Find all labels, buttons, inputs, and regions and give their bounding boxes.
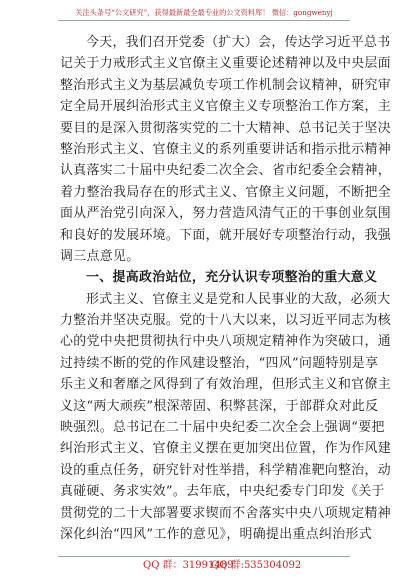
page-header (0, 8, 408, 17)
paragraph-line: 今天，我们召开党委（扩大）会，传达学习近平总书 (86, 35, 391, 50)
paragraph-line: 整治形式主义、官僚主义的系列重要讲话和指示批示精神 (60, 141, 392, 157)
paragraph-line: 调三点意见。 (60, 248, 140, 264)
paragraph-line: 过持续不断的党的作风建设整治，“四风”问题特别是享 (60, 355, 379, 371)
paragraph-line: 形式主义、官僚主义是党和人民事业的大敌，必须大 (86, 291, 391, 307)
paragraph-line: 整治形式主义为基层减负专项工作机制会议精神，研究审 (60, 77, 392, 93)
section-heading: 一、提高政治站位，充分认识专项整治的重大意义 (86, 270, 378, 286)
paragraph-line: 心的党中央把贯彻执行中央八项规定精神作为突破口，通 (60, 334, 392, 350)
paragraph-line: 真碰硬、务求实效”。去年底，中央纪委专门印发《关于 (60, 484, 385, 500)
paragraph-line: 力整治并坚决克服。党的十八大以来，以习近平同志为核 (60, 313, 392, 329)
footer-qq-group-2: QQ 群:535304092 (211, 560, 302, 571)
paragraph-line: 贯彻党的二十大部署要求锲而不舍落实中央八项规定精神 (60, 505, 392, 521)
paragraph-line: 面从严治党引向深入，努力营造风清气正的干事创业氛围 (60, 206, 392, 222)
paragraph-line: 和良好的发展环境。下面，就开展好专项整治行动，我强 (60, 227, 392, 243)
footer-divider (58, 556, 350, 557)
paragraph-line: 纠治形式主义、官僚主义摆在更加突出位置，作为作风建 (60, 441, 392, 457)
header-divider (58, 20, 350, 21)
paragraph-line: 映强烈。总书记在二十届中央纪委二次全会上强调“要把 (60, 420, 385, 436)
paragraph-line: 乐主义和奢靡之风得到了有效治理，但形式主义和官僚主 (60, 377, 392, 393)
paragraph-line: 定全局开展纠治形式主义官僚主义专项整治工作方案，主 (60, 99, 392, 115)
paragraph-line: 要目的是深入贯彻落实党的二十大精神、总书记关于坚决 (60, 120, 392, 136)
header-wechat-text: 微信：gongwenyj (271, 8, 333, 17)
paragraph-line: 记关于力戒形式主义官僚主义重要论述精神以及中央层面 (60, 56, 392, 72)
paragraph-line: 义这“两大顽疾”根深蒂固、积弊甚深，于部群众对此反 (60, 398, 379, 414)
header-promo-text: 关注头条号“公文研究”，获得最新最全最专业的公文资料库！ (75, 8, 270, 17)
document-body (60, 32, 392, 545)
paragraph-line: 着力整治我局存在的形式主义、官僚主义问题，不断把全 (60, 184, 392, 200)
paragraph-line: 深化纠治“四风”工作的意见》，明确提出重点纠治形式 (60, 526, 372, 542)
paragraph-line: 认真落实二十届中央纪委二次全会、省市纪委全会精神， (60, 163, 392, 179)
footer-qq-group-1: QQ 群：31991489 (143, 560, 234, 571)
paragraph-line: 设的重点任务，研究针对性举措，科学精准靶向整治，动 (60, 462, 392, 478)
